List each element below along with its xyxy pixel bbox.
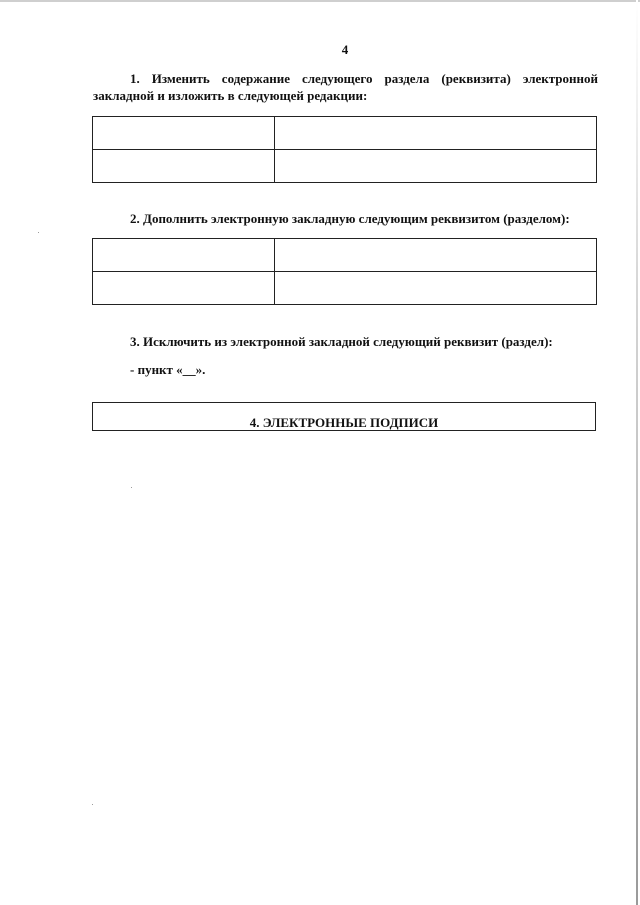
table-row xyxy=(93,239,597,272)
table-cell xyxy=(275,272,597,305)
section-2-text: 2. Дополнить электронную закладную следующим реквизитом (разделом): xyxy=(130,211,570,226)
section-3-text: 3. Исключить из электронной закладной следующий реквизит (раздел): xyxy=(130,334,553,349)
signatures-section-box xyxy=(92,402,596,431)
table-cell xyxy=(93,272,275,305)
table-cell xyxy=(275,150,597,183)
table-row xyxy=(93,272,597,305)
page-number: 4 xyxy=(341,42,349,57)
table-row xyxy=(93,150,597,183)
signatures-section-title: 4. ЭЛЕКТРОННЫЕ ПОДПИСИ xyxy=(249,415,439,430)
section-3-item: - пункт «__». xyxy=(130,362,206,377)
scan-speck xyxy=(38,232,39,233)
section-2-table xyxy=(92,238,597,305)
table-cell xyxy=(93,117,275,150)
table-cell xyxy=(93,239,275,272)
table-row xyxy=(93,117,597,150)
table-cell xyxy=(275,239,597,272)
section-1-table xyxy=(92,116,597,183)
table-cell xyxy=(93,150,275,183)
section-1-text: 1. Изменить содержание следующего раздела (реквизита) электронной закладной и изложить в следующей редакции: xyxy=(93,71,598,103)
scan-top-edge xyxy=(0,0,640,2)
scan-right-edge xyxy=(636,0,638,905)
scan-speck xyxy=(92,804,93,805)
table-cell xyxy=(275,117,597,150)
scan-speck xyxy=(131,487,132,488)
